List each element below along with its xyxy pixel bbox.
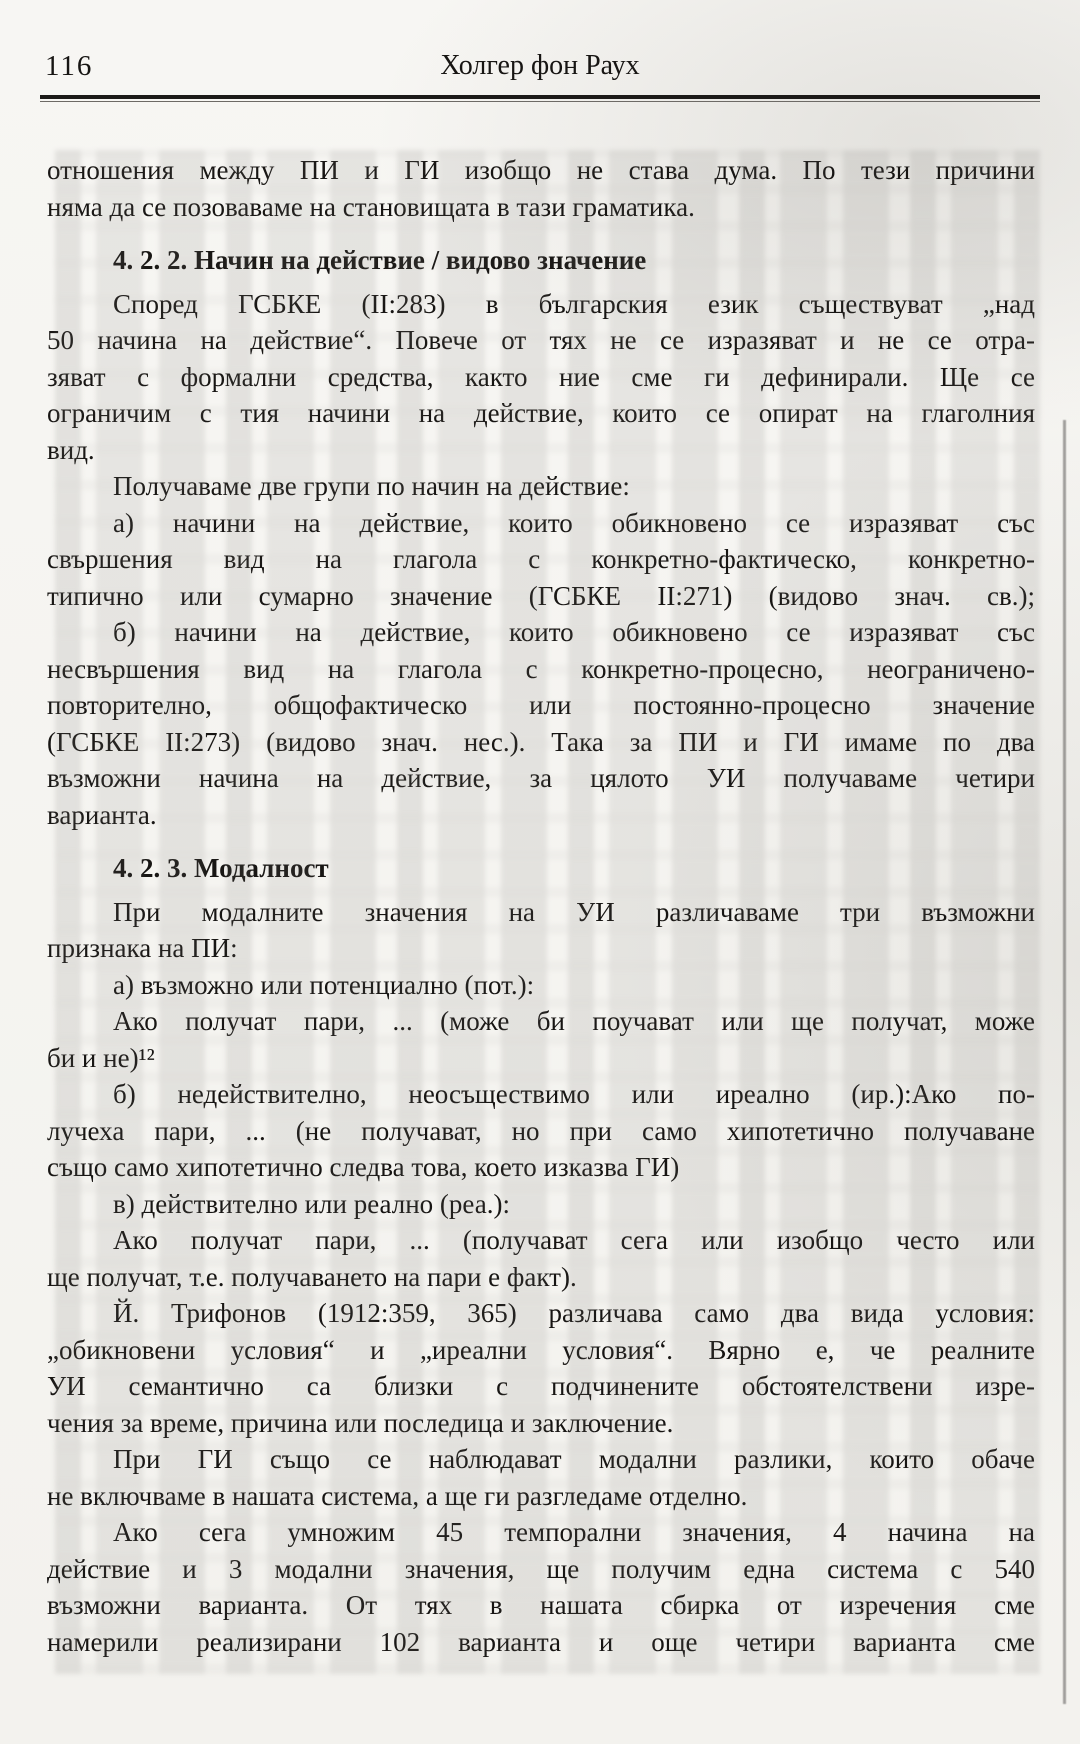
section-heading: 4. 2. 3. Модалност: [113, 853, 329, 883]
text-line: признака на ПИ:: [47, 933, 238, 963]
text-line: б) недействително, неосъществимо или иреално (ир.):Ако по-: [113, 1079, 1035, 1109]
text-line: намерили реализирани 102 варианта и още четири варианта сме: [47, 1626, 1035, 1657]
text-line: повторително, общофактическо или постоянно-процесно значение: [47, 690, 1035, 720]
text-line: типично или сумарно значение (ГСБКЕ II:271) (видово знач. св.);: [47, 580, 1035, 611]
text-line: чения за време, причина или последица и заключение.: [47, 1407, 674, 1438]
text-line: ще получат, т.е. получаването на пари е факт).: [47, 1261, 577, 1292]
scan-edge-artifact: [1063, 420, 1066, 1704]
running-title: Холгер фон Раух: [440, 50, 640, 81]
text-line: Ако получат пари, ... (получават сега или изобщо често или: [113, 1225, 1035, 1255]
section-heading: 4. 2. 2. Начин на действие / видово значение: [113, 245, 647, 275]
text-line: възможни начина на действие, за цялото УИ получаваме четири: [47, 763, 1035, 793]
text-line: вид.: [47, 434, 95, 465]
text-line: Според ГСБКЕ (II:283) в българския език съществуват „над: [113, 288, 1035, 319]
text-line: възможни варианта. От тях в нашата сбирка от изречения сме: [47, 1590, 1035, 1620]
text-line: ограничим с тия начини на действие, които се опират на глаголния: [47, 398, 1035, 428]
text-line: УИ семантично са близки с подчинените обстоятелствени изре-: [47, 1371, 1035, 1401]
header-rule-thick: [40, 95, 1040, 99]
text-line: При ГИ също се наблюдават модални разлики, които обаче: [113, 1444, 1035, 1474]
text-line: няма да се позоваваме на становищата в тази граматика.: [47, 191, 695, 222]
text-line: зяват с формални средства, както ние сме ги дефинирали. Ще се: [47, 361, 1035, 392]
text-line: би и не)¹²: [47, 1042, 155, 1073]
text-line: несвършения вид на глагола с конкретно-процесно, неограничено-: [47, 653, 1035, 684]
text-line: а) начини на действие, които обикновено се изразяват със: [113, 507, 1035, 538]
text-line: Ако сега умножим 45 темпорални значения, 4 начина на: [113, 1517, 1035, 1547]
text-line: варианта.: [47, 799, 157, 830]
text-line: в) действително или реално (реа.):: [113, 1188, 510, 1219]
text-line: „обикновени условия“ и „иреални условия“. Вярно е, че реалните: [47, 1334, 1035, 1365]
text-line: Й. Трифонов (1912:359, 365) различава само два вида условия:: [113, 1298, 1035, 1328]
text-line: действие и 3 модални значения, ще получим една система с 540: [47, 1553, 1035, 1584]
text-line: отношения между ПИ и ГИ изобщо не става дума. По тези причини: [47, 155, 1035, 185]
text-line: б) начини на действие, които обикновено се изразяват със: [113, 617, 1035, 647]
header-rule: [40, 95, 1040, 102]
text-line: Получаваме две групи по начин на действие:: [113, 471, 630, 501]
text-line: (ГСБКЕ II:273) (видово знач. нес.). Така за ПИ и ГИ имаме по два: [47, 726, 1035, 757]
page-body: [47, 152, 1035, 1660]
text-line: При модалните значения на УИ различаваме три възможни: [113, 896, 1035, 927]
header-rule-thin: [40, 101, 1040, 102]
page-number: 116: [45, 50, 94, 82]
text-line: свършения вид на глагола с конкретно-фактическо, конкретно-: [47, 544, 1035, 574]
text-line: а) възможно или потенциално (пот.):: [113, 969, 535, 1000]
text-line: 50 начина на действие“. Повече от тях не се изразяват и не се отра-: [47, 325, 1035, 355]
text-line: не включваме в нашата система, а ще ги разгледаме отделно.: [47, 1480, 748, 1511]
text-line: също само хипотетично следва това, което изказва ГИ): [47, 1152, 680, 1182]
text-line: Ако получат пари, ... (може би поучават или ще получат, може: [113, 1006, 1035, 1036]
page-header: [0, 0, 1080, 83]
text-line: лучеха пари, ... (не получават, но при само хипотетично получаване: [47, 1115, 1035, 1146]
